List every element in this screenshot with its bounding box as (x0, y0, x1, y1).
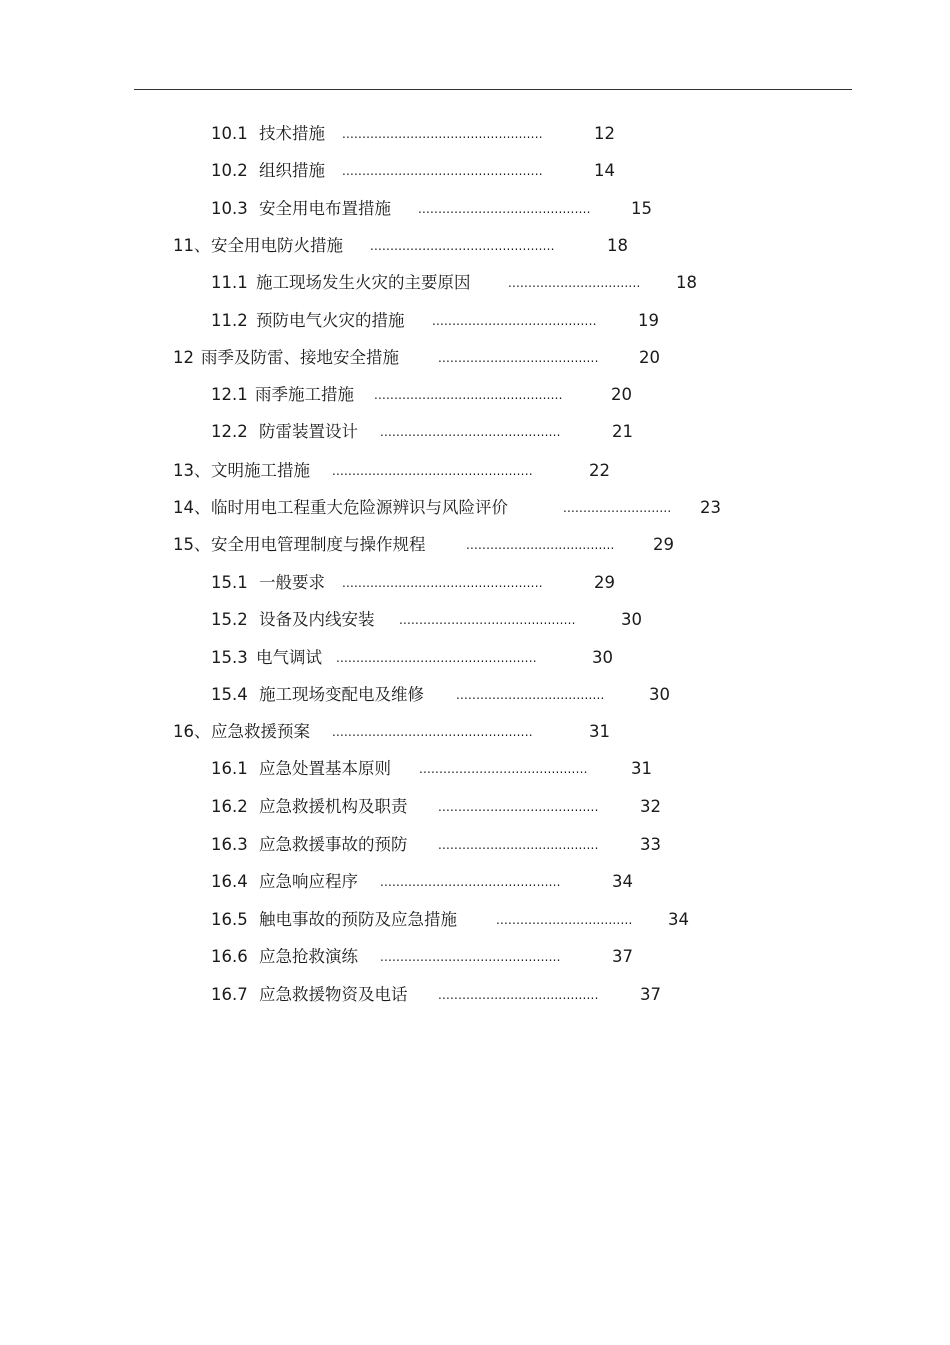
toc-entry-page-number: 33 (640, 835, 661, 854)
toc-entry-page-number: 18 (607, 236, 628, 255)
toc-entry-title: 预防电气火灾的措施 (256, 311, 405, 330)
toc-entry-leader: .................................................. (332, 464, 533, 478)
toc-entry-leader: ........................................ (438, 988, 599, 1002)
toc-entry[interactable] (211, 944, 652, 970)
toc-entry-title: 一般要求 (259, 573, 325, 592)
toc-entry-leader: ......................................... (432, 314, 597, 328)
toc-entry[interactable] (211, 419, 652, 445)
toc-entry-leader: ..................................... (466, 538, 615, 552)
toc-entry[interactable] (173, 233, 647, 259)
toc-entry-number: 13、 (173, 461, 211, 480)
toc-entry-title: 电气调试 (256, 648, 322, 667)
toc-entry-page-number: 37 (612, 947, 633, 966)
toc-entry-page-number: 34 (612, 872, 633, 891)
toc-entry-number: 14、 (173, 498, 211, 517)
toc-entry-title: 设备及内线安装 (259, 610, 375, 629)
toc-entry-leader: ........................................ (438, 800, 599, 814)
toc-entry-title: 安全用电管理制度与操作规程 (211, 535, 426, 554)
toc-entry-leader: ........................... (563, 501, 672, 515)
toc-entry[interactable] (173, 719, 629, 745)
toc-entry-title: 应急响应程序 (259, 872, 358, 891)
toc-entry[interactable] (211, 645, 632, 671)
toc-entry-number: 15.3 (211, 648, 248, 667)
toc-entry-title: 安全用电布置措施 (259, 199, 391, 218)
toc-entry[interactable] (211, 982, 680, 1008)
toc-entry-leader: .............................................. (370, 239, 555, 253)
toc-entry-number: 11.2 (211, 311, 248, 330)
toc-entry-title: 应急救援预案 (211, 722, 310, 741)
toc-entry-title: 技术措施 (259, 124, 325, 143)
toc-entry-leader: .................................................. (336, 651, 537, 665)
toc-entry[interactable] (211, 832, 680, 858)
toc-entry-number: 15.4 (211, 685, 248, 704)
toc-entry-title: 应急救援物资及电话 (259, 985, 408, 1004)
header-rule (134, 89, 852, 90)
toc-entry-number: 16.4 (211, 872, 248, 891)
toc-entry-page-number: 21 (612, 422, 633, 441)
toc-entry-page-number: 31 (631, 759, 652, 778)
toc-entry[interactable] (211, 158, 634, 184)
toc-entry-page-number: 19 (638, 311, 659, 330)
toc-entry-leader: ........................................... (418, 202, 591, 216)
toc-entry-number: 16、 (173, 722, 211, 741)
toc-entry-title: 组织措施 (259, 161, 325, 180)
toc-entry-leader: .................................................. (332, 725, 533, 739)
toc-entry-page-number: 32 (640, 797, 661, 816)
toc-entry-number: 12 (173, 348, 194, 367)
toc-entry-title: 文明施工措施 (211, 461, 310, 480)
toc-entry-leader: .................................................. (342, 576, 543, 590)
toc-entry[interactable] (211, 607, 661, 633)
toc-entry-title: 施工现场变配电及维修 (259, 685, 424, 704)
toc-entry-number: 12.1 (211, 385, 248, 404)
toc-entry-number: 15.1 (211, 573, 248, 592)
toc-entry-leader: ................................. (508, 276, 641, 290)
toc-entry-number: 16.7 (211, 985, 248, 1004)
toc-entry[interactable] (211, 308, 678, 334)
toc-entry-title: 应急救援事故的预防 (259, 835, 408, 854)
toc-entry-number: 15.2 (211, 610, 248, 629)
toc-entry-title: 触电事故的预防及应急措施 (259, 910, 457, 929)
toc-entry[interactable] (211, 570, 634, 596)
toc-entry[interactable] (211, 121, 634, 147)
toc-entry-leader: ..................................... (456, 688, 605, 702)
toc-entry-leader: ............................................. (380, 950, 561, 964)
toc-entry[interactable] (173, 495, 740, 521)
toc-entry-page-number: 37 (640, 985, 661, 1004)
toc-entry-title: 雨季及防雷、接地安全措施 (201, 348, 399, 367)
toc-entry-title: 施工现场发生火灾的主要原因 (256, 273, 471, 292)
toc-entry-page-number: 29 (594, 573, 615, 592)
toc-entry-number: 11.1 (211, 273, 248, 292)
toc-entry-number: 16.2 (211, 797, 248, 816)
toc-entry-leader: ............................................. (380, 875, 561, 889)
toc-entry-page-number: 23 (700, 498, 721, 517)
toc-entry-number: 12.2 (211, 422, 248, 441)
toc-entry-page-number: 30 (592, 648, 613, 667)
toc-entry-title: 临时用电工程重大危险源辨识与风险评价 (211, 498, 508, 517)
toc-entry-number: 16.1 (211, 759, 248, 778)
toc-entry-page-number: 15 (631, 199, 652, 218)
toc-entry-leader: ............................................... (374, 388, 563, 402)
toc-entry-number: 10.3 (211, 199, 248, 218)
toc-entry-page-number: 12 (594, 124, 615, 143)
toc-entry-leader: .................................. (496, 913, 633, 927)
toc-entry-leader: .................................................. (342, 127, 543, 141)
toc-entry-title: 应急救援机构及职责 (259, 797, 408, 816)
toc-entry[interactable] (211, 756, 671, 782)
toc-entry-page-number: 14 (594, 161, 615, 180)
toc-entry-leader: ............................................ (399, 613, 576, 627)
toc-entry-number: 11、 (173, 236, 211, 255)
toc-entry[interactable] (173, 345, 679, 371)
toc-entry-leader: ........................................ (438, 838, 599, 852)
toc-entry[interactable] (173, 532, 693, 558)
toc-entry-title: 雨季施工措施 (255, 385, 354, 404)
toc-entry-number: 16.5 (211, 910, 248, 929)
toc-entry-leader: ........................................ (438, 351, 599, 365)
toc-entry-page-number: 30 (621, 610, 642, 629)
toc-entry[interactable] (173, 458, 629, 484)
toc-entry[interactable] (211, 196, 671, 222)
toc-entry[interactable] (211, 794, 680, 820)
toc-entry-page-number: 22 (589, 461, 610, 480)
toc-entry[interactable] (211, 270, 716, 296)
toc-entry-title: 应急处置基本原则 (259, 759, 391, 778)
toc-entry-leader: ............................................. (380, 425, 561, 439)
toc-entry-leader: .......................................... (419, 762, 588, 776)
toc-entry-title: 应急抢救演练 (259, 947, 358, 966)
toc-entry-page-number: 18 (676, 273, 697, 292)
toc-entry-page-number: 31 (589, 722, 610, 741)
toc-entry-number: 15、 (173, 535, 211, 554)
toc-entry[interactable] (211, 869, 652, 895)
toc-entry-page-number: 29 (653, 535, 674, 554)
toc-entry-number: 10.1 (211, 124, 248, 143)
toc-entry[interactable] (211, 382, 651, 408)
toc-entry-title: 安全用电防火措施 (211, 236, 343, 255)
toc-entry-number: 16.6 (211, 947, 248, 966)
toc-entry-page-number: 30 (649, 685, 670, 704)
toc-entry-leader: .................................................. (342, 164, 543, 178)
toc-entry-title: 防雷装置设计 (259, 422, 358, 441)
toc-entry-page-number: 20 (639, 348, 660, 367)
toc-entry[interactable] (211, 682, 689, 708)
toc-entry-number: 10.2 (211, 161, 248, 180)
toc-entry[interactable] (211, 907, 708, 933)
toc-entry-number: 16.3 (211, 835, 248, 854)
toc-entry-page-number: 34 (668, 910, 689, 929)
toc-entry-page-number: 20 (611, 385, 632, 404)
